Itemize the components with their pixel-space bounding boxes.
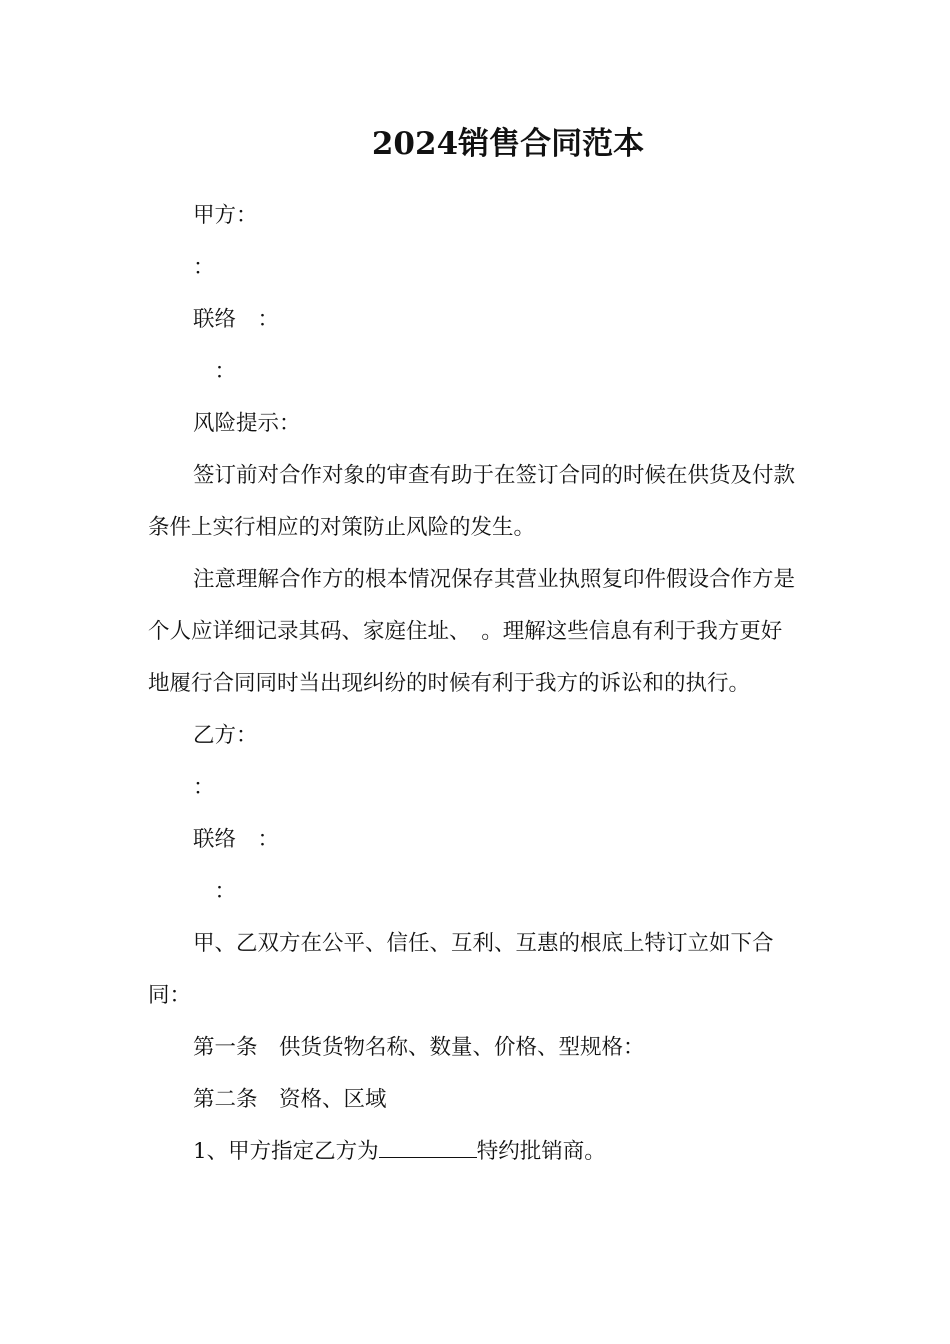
party-a-label: 甲方： <box>193 203 258 228</box>
party-b-contact-colon: ： <box>193 879 237 904</box>
article-1: 第一条 供货货物名称、数量、价格、型规格： <box>193 1035 645 1060</box>
risk-label: 风险提示： <box>193 411 301 436</box>
agreement-paragraph: 甲、乙双方在公平、信任、互利、互惠的根底上特订立如下合同： <box>148 931 774 1008</box>
risk-paragraph-1: 签订前对合作对象的审查有助于在签订合同的时候在供货及付款条件上实行相应的对策防止风险的发生。 <box>148 463 796 540</box>
party-b-colon-line: ： <box>193 775 215 800</box>
party-a-contact-label: 联络 ： <box>193 307 280 332</box>
party-b-label: 乙方： <box>193 723 258 748</box>
party-a-contact-colon: ： <box>193 359 237 384</box>
clause-1-suffix: 特约批销商。 <box>476 1139 606 1164</box>
blank-underline <box>379 1139 477 1158</box>
document-body <box>148 190 803 1178</box>
party-a-colon-line: ： <box>193 255 215 280</box>
clause-1 <box>148 1126 803 1178</box>
document-title: 2024销售合同范本 <box>371 126 645 162</box>
risk-paragraph-2: 注意理解合作方的根本情况保存其营业执照复印件假设合作方是个人应详细记录其码、家庭住址、 。理解这些信息有利于我方更好地履行合同同时当出现纠纷的时候有利于我方的诉讼和的执行。 <box>148 567 796 696</box>
clause-1-prefix: 1、甲方指定乙方为 <box>193 1139 379 1164</box>
party-b-contact-label: 联络 ： <box>193 827 280 852</box>
article-2: 第二条 资格、区域 <box>193 1087 387 1112</box>
